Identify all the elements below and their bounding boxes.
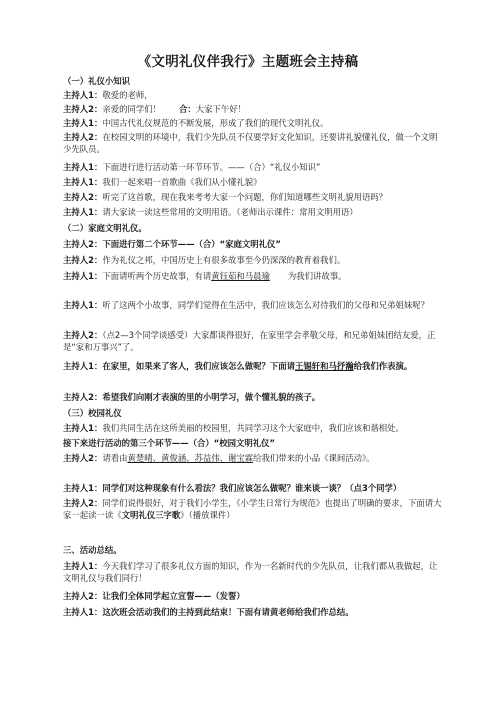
line-text: 我们一起来唱一首歌曲《我们从小懂礼貌》 — [102, 177, 262, 187]
line-text: 请大家读一读这些常用的文明用语。（老师出示课件：常用文明用语） — [102, 207, 358, 217]
script-line — [63, 103, 443, 115]
line-text: 给我们作表演。 — [353, 361, 413, 371]
script-line — [63, 161, 443, 173]
script-line — [63, 238, 443, 250]
speaker-label: 主持人1： — [63, 561, 103, 571]
script-line — [63, 299, 443, 311]
line-text: 同学们说得很好，对于我们小学生，《小学生日常行为规范》也提出了明确的要求，下面请大家一起读一读《 — [63, 498, 442, 520]
speaker-label: 主持人2： — [63, 392, 103, 402]
speaker-label: 主持人1： — [63, 483, 103, 493]
speaker-label: 主持人2： — [63, 591, 103, 601]
script-line — [63, 560, 443, 584]
line-text: 听完了这首歌，现在我来考考大家一个问题，你们知道哪些文明礼貌用语吗？ — [102, 192, 388, 202]
line-text: 给我们带来的小品《课间活动》。 — [253, 453, 375, 463]
speaker-label: 主持人1： — [63, 300, 103, 310]
performer-names: 黄钰茹和马晨瑜 — [211, 271, 270, 281]
section-heading-2: （二）家庭文明礼仪。 — [63, 223, 147, 233]
line-text: 中国古代礼仪规范的不断发展，形成了我们的现代文明礼仪。 — [102, 118, 329, 128]
line-text: 下面进行进行活动第一环节环节。——（合）“礼仪小知识” — [102, 162, 321, 172]
script-line — [63, 270, 443, 282]
speaker-label: 主持人1： — [63, 90, 103, 100]
section-heading-4: 三、活动总结。 — [63, 545, 122, 555]
script-line — [63, 117, 443, 129]
script-line — [63, 254, 443, 266]
line-text: 希望我们向刚才表演的里的小明学习，做个懂礼貌的孩子。 — [102, 392, 321, 402]
line-text: 请看由 — [102, 453, 128, 463]
line-text: 在家里，如果来了客人，我们应该怎么做呢？下面请 — [102, 361, 295, 371]
chorus-label: 合： — [178, 104, 196, 114]
speaker-label: 主持人2： — [63, 132, 103, 142]
script-line — [63, 482, 443, 494]
speaker-label: 主持人1： — [63, 118, 103, 128]
line-text: 让我们全体同学起立宣誓——（发誓） — [102, 591, 245, 601]
section-heading-3: （三）校园礼仪 — [63, 408, 122, 418]
line-text: 为我们讲故事。 — [287, 271, 347, 281]
speaker-label: 主持人1： — [63, 271, 103, 281]
script-line: 接下来进行活动的第三个环节——（合）“校园文明礼仪” — [63, 438, 276, 448]
speaker-label: 主持人2： — [63, 255, 103, 265]
script-line — [63, 191, 443, 203]
script-line — [63, 176, 443, 188]
line-text: 我们共同生活在这所美丽的校园里，共同学习这个大家庭中，我们应该和谐相处。 — [102, 423, 404, 433]
performer-names: 王锡轩和马抒瀚 — [294, 361, 354, 371]
section-heading-1: （一）礼仪小知识 — [63, 76, 130, 86]
line-text: 亲爱的同学们！ — [102, 104, 161, 114]
script-line — [63, 89, 443, 101]
script-line — [63, 606, 443, 618]
line-text: 下面请听两个历史故事，有请 — [102, 271, 212, 281]
line-text: 今天我们学习了很多礼仪方面的知识，作为一名新时代的少先队员，让我们都从我做起，让文明礼仪与我们同行！ — [63, 561, 438, 583]
speaker-label: 主持人2： — [63, 498, 103, 508]
speaker-label: 主持人1： — [63, 361, 103, 371]
speaker-label: 主持人2： — [63, 239, 103, 249]
speaker-label: 主持人2： — [63, 104, 103, 114]
line-text: 敬爱的老师， — [102, 90, 153, 100]
line-text: （点2—3个同学谈感受）大家都谈得很好，在家里学会孝敬父母，和兄弟姐妹团结友爱，正是“家和万事兴”了。 — [63, 330, 436, 352]
script-line — [63, 206, 443, 218]
line-text: 》（播放课件） — [180, 510, 235, 520]
performer-names: 黄楚晴、黄俊涵、苏益伟、谢宝霖 — [127, 453, 254, 463]
script-line — [63, 391, 443, 403]
script-line — [63, 452, 443, 464]
document-title: 《文明礼仪伴我行》主题班会主持稿 — [137, 54, 359, 70]
line-text: 在校园文明的环境中，我们少先队员不仅要学好文化知识，还要讲礼貌懂礼仪，做一个文明少先队员。 — [63, 132, 438, 154]
speaker-label: 主持人2： — [63, 330, 103, 340]
line-text: 作为礼仪之邦，中国历史上有很多故事至今仍深深的教育着我们。 — [102, 255, 346, 265]
script-line — [63, 360, 443, 372]
line-text: 下面进行第二个环节——（合）“家庭文明礼仪” — [102, 239, 281, 249]
speaker-label: 主持人1： — [63, 207, 103, 217]
script-line — [63, 131, 443, 155]
line-text: 听了这两个小故事，同学们觉得在生活中，我们应该怎么对待我们的父母和兄弟姐妹呢？ — [102, 300, 429, 310]
speaker-label: 主持人2： — [63, 192, 103, 202]
script-line — [63, 422, 443, 434]
script-line — [63, 329, 443, 353]
speaker-label: 主持人1： — [63, 177, 103, 187]
speaker-label: 主持人1： — [63, 607, 103, 617]
script-line — [63, 497, 443, 521]
line-text: 这次班会活动我们的主持到此结束！下面有请黄老师给我们作总结。 — [102, 607, 354, 617]
speaker-label: 主持人1： — [63, 162, 103, 172]
speaker-label: 主持人2： — [63, 453, 103, 463]
line-text: 同学们对这种现象有什么看法？我们应该怎么做呢？谁来谈一谈？（点3个同学） — [102, 483, 402, 493]
line-text: 大家下午好！ — [195, 104, 246, 114]
speaker-label: 主持人1： — [63, 423, 103, 433]
script-line — [63, 590, 443, 602]
recitation-title: 文明礼仪三字歌 — [121, 510, 181, 520]
